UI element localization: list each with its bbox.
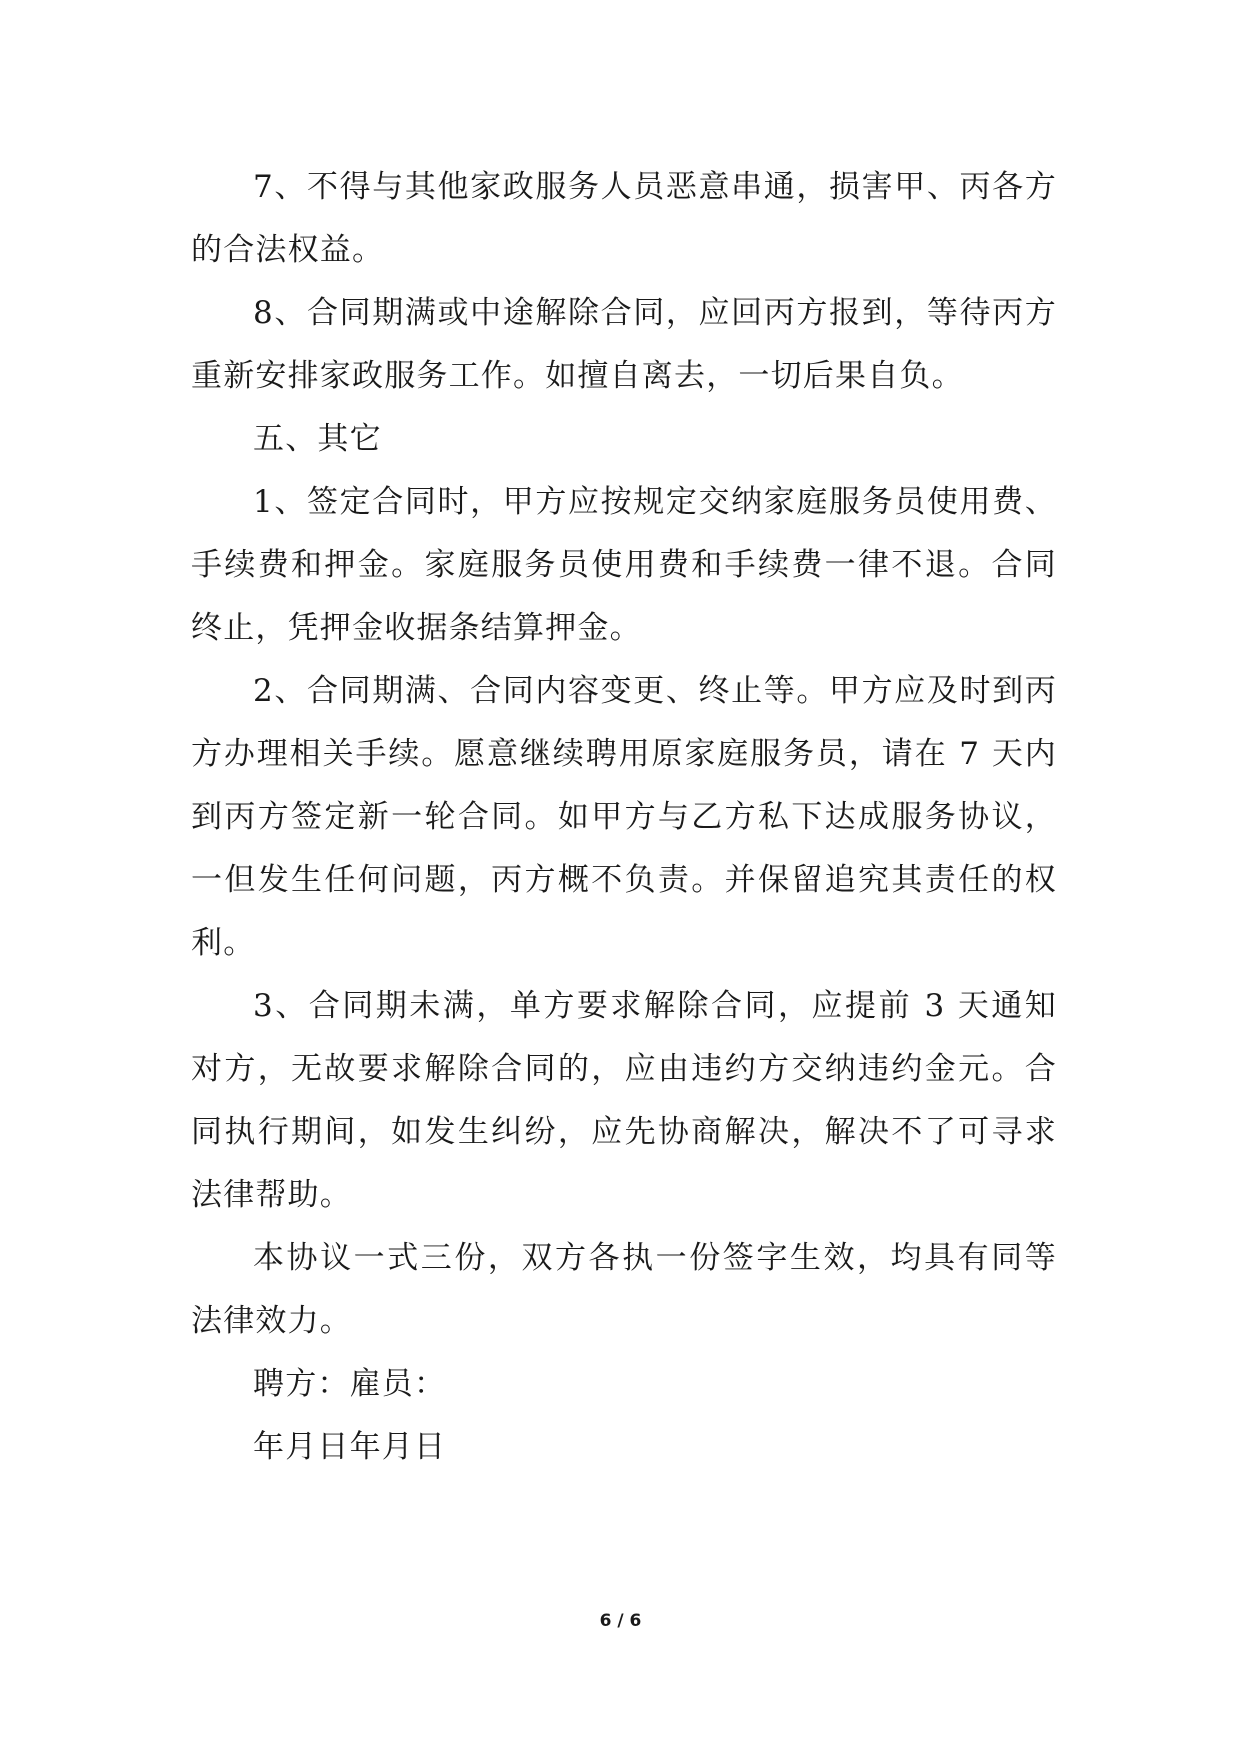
page-number: 6 / 6 xyxy=(599,1611,642,1631)
document-body xyxy=(191,156,1057,1479)
signature-date-line: 年月日年月日 xyxy=(253,1429,447,1465)
signature-parties-line: 聘方：雇员： xyxy=(253,1366,447,1402)
section-5-heading: 五、其它 xyxy=(253,421,382,457)
clause-8-paragraph: 8、合同期满或中途解除合同，应回丙方报到，等待丙方重新安排家政服务工作。如擅自离去，一切后果自负。 xyxy=(191,295,1057,394)
agreement-copies-paragraph: 本协议一式三份，双方各执一份签字生效，均具有同等法律效力。 xyxy=(191,1240,1057,1339)
other-clause-3-paragraph: 3、合同期未满，单方要求解除合同，应提前 3 天通知对方，无故要求解除合同的，应由违约方交纳违约金元。合同执行期间，如发生纠纷，应先协商解决，解决不了可寻求法律帮助。 xyxy=(191,988,1057,1213)
clause-7-paragraph: 7、不得与其他家政服务人员恶意串通，损害甲、丙各方的合法权益。 xyxy=(191,169,1057,268)
other-clause-1-paragraph: 1、签定合同时，甲方应按规定交纳家庭服务员使用费、手续费和押金。家庭服务员使用费和手续费一律不退。合同终止，凭押金收据条结算押金。 xyxy=(191,484,1057,646)
other-clause-2-paragraph: 2、合同期满、合同内容变更、终止等。甲方应及时到丙方办理相关手续。愿意继续聘用原家庭服务员，请在 7 天内到丙方签定新一轮合同。如甲方与乙方私下达成服务协议，一但发生任何问题，丙方概不负责。并保留追究其责任的权利。 xyxy=(191,673,1057,961)
